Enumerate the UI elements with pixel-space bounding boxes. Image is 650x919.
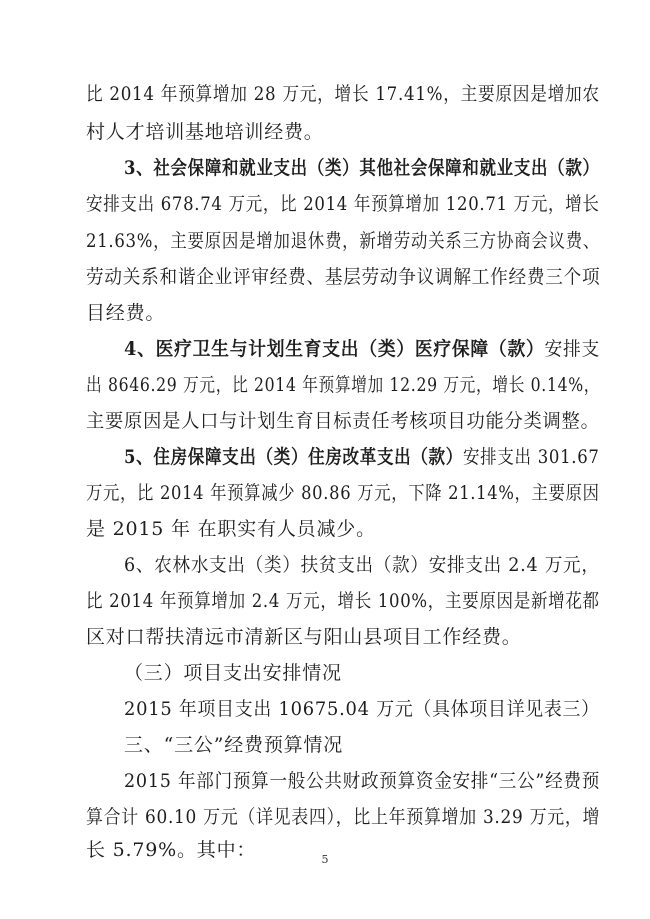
section-heading-4: 4、医疗卫生与计划生育支出（类）医疗保障（款）安排支 [124,338,601,360]
text-line-4: 安排支出 678.74 万元，比 2014 年预算增加 120.71 万元，增长 [86,193,600,215]
section-heading-three-public: 三、“三公”经费预算情况 [124,734,344,756]
text-line-12: 万元，比 2014 年预算减少 80.86 万元，下降 21.14%，主要原因 [86,482,600,504]
text-line-18: 2015 年项目支出 10675.04 万元（具体项目详见表三） [124,698,600,720]
text-line-2: 村人才培训基地培训经费。 [86,121,324,143]
text-line-15: 比 2014 年预算增加 2.4 万元，增长 100%，主要原因是新增花都 [86,590,600,612]
text-line-16: 区对口帮扶清远市清新区与阳山县项目工作经费。 [86,626,522,648]
text-line-13: 是 2015 年 在职实有人员减少。 [86,518,376,540]
text-line-22: 长 5.79%。其中： [86,839,257,861]
text-line-5: 21.63%，主要原因是增加退休费，新增劳动关系三方协商会议费、 [86,230,601,252]
text-line-14: 6、农林水支出（类）扶贫支出（款）安排支出 2.4 万元， [124,554,600,576]
text-line-21: 算合计 60.10 万元（详见表四），比上年预算增加 3.29 万元，增 [86,806,601,828]
text-line-10: 主要原因是人口与计划生育目标责任考核项目功能分类调整。 [86,410,600,432]
page-number: 5 [321,853,329,866]
section-heading-5: 5、住房保障支出（类）住房改革支出（款）安排支出 301.67 [124,446,600,468]
section-heading-3: 3、社会保障和就业支出（类）其他社会保障和就业支出（款） [124,157,600,179]
text-line-20: 2015 年部门预算一般公共财政预算资金安排“三公”经费预 [124,770,601,792]
subsection-heading: （三）项目支出安排情况 [124,662,342,684]
text-line-9: 出 8646.29 万元，比 2014 年预算增加 12.29 万元，增长 0.14%， [86,374,601,396]
text-line-6: 劳动关系和谐企业评审经费、基层劳动争议调解工作经费三个项 [86,266,601,288]
text-line-7: 目经费。 [86,302,166,324]
text-line-1: 比 2014 年预算增加 28 万元，增长 17.41%，主要原因是增加农 [86,83,600,105]
